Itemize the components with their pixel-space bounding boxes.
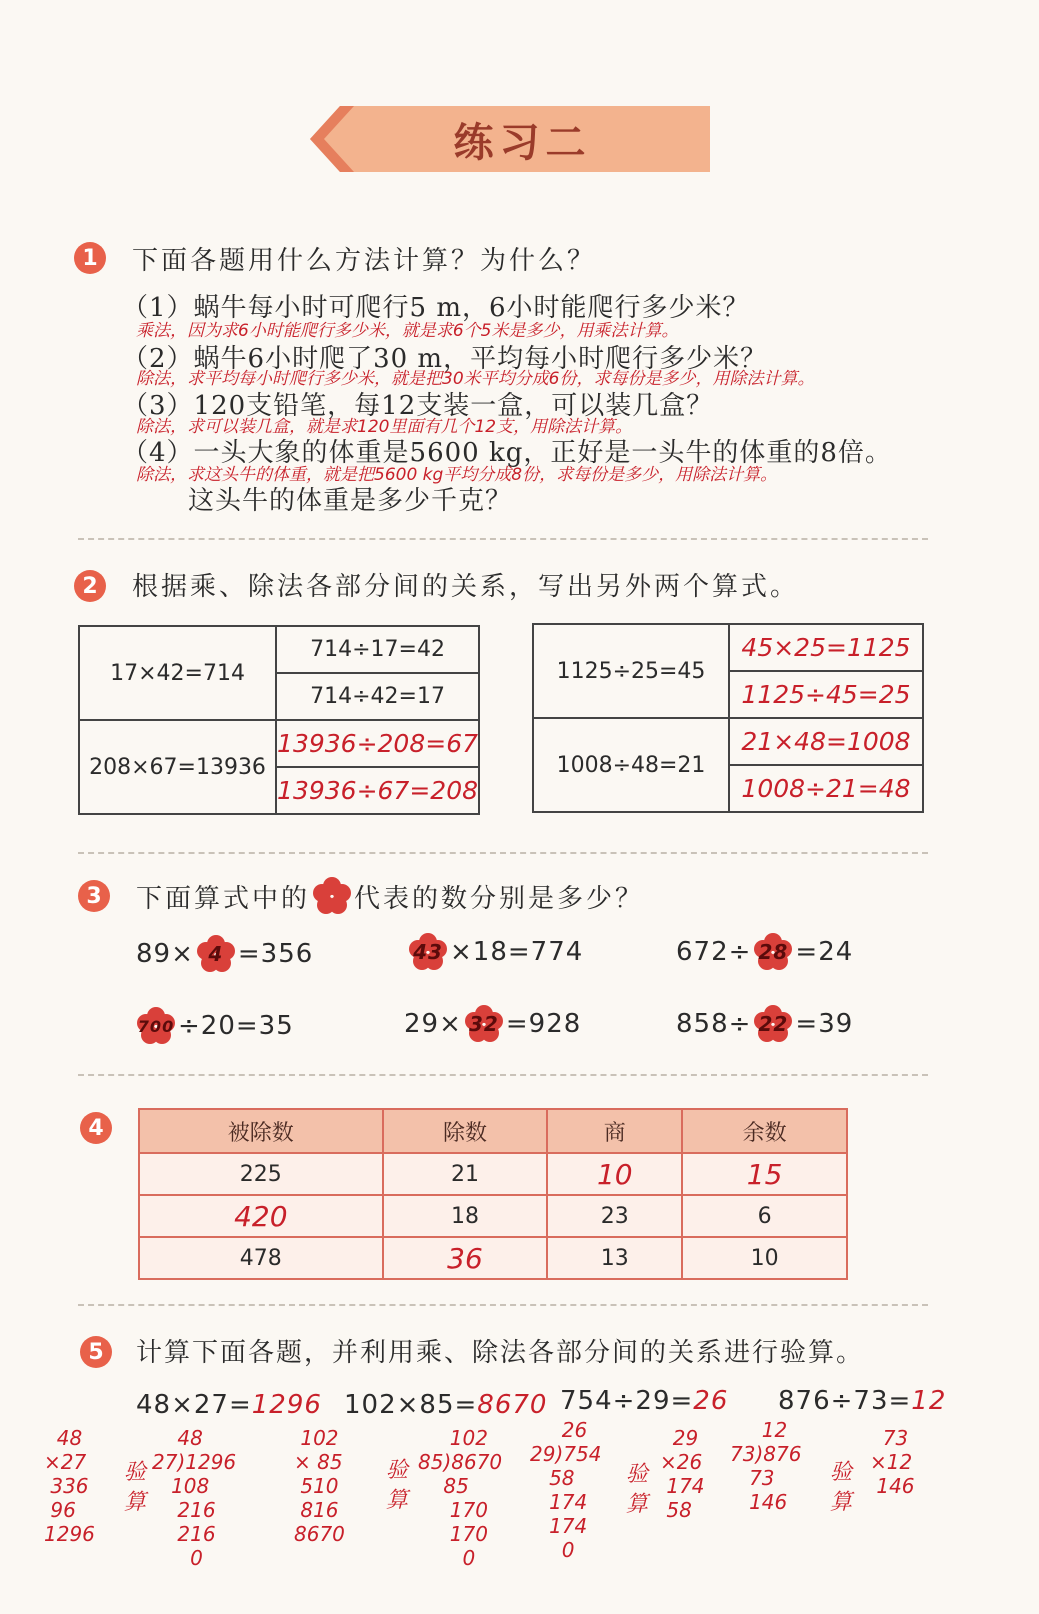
question-number-2: 2: [74, 570, 106, 602]
work-check: 73 ×12 146: [870, 1426, 915, 1498]
q2-answer-field[interactable]: 13936÷208=67: [276, 720, 479, 767]
q5-prompt: 计算下面各题，并利用乘、除法各部分间的关系进行验算。: [136, 1338, 865, 1368]
header-remainder: 余数: [682, 1109, 847, 1153]
q2-given: 17×42=714: [79, 626, 276, 720]
q1-answer-4: 除法，求这头牛的体重，就是把5600 kg平均分成8份，求每份是多少，用除法计算。: [136, 465, 778, 485]
q1-item-4: （4）一头大象的体重是5600 kg，正好是一头牛的体重的8倍。: [122, 438, 892, 468]
q1-item-2: （2）蜗牛6小时爬了30 m，平均每小时爬行多少米？: [122, 344, 768, 374]
table-row: 420 18 23 6: [139, 1195, 847, 1237]
answer-field[interactable]: 420: [139, 1195, 383, 1237]
page-title: 练习二: [453, 118, 592, 166]
divider: [78, 538, 928, 540]
work-vertical: 12 73)876 73 146: [730, 1418, 802, 1514]
eq-part: 29×: [404, 1009, 462, 1039]
answer-field[interactable]: 26: [693, 1386, 729, 1416]
header-quotient: 商: [547, 1109, 682, 1153]
q3-equation: [404, 1004, 581, 1044]
q2-given: 208×67=13936: [79, 720, 276, 814]
eq-part: ×18=774: [450, 937, 584, 967]
eq-part: ÷20=35: [178, 1011, 294, 1041]
check-label: 验算: [386, 1458, 409, 1513]
check-label: 验算: [626, 1462, 649, 1517]
flower-icon: [312, 876, 352, 916]
check-label: 验算: [124, 1460, 147, 1515]
q2-answer-field[interactable]: 1008÷21=48: [729, 765, 923, 812]
q2-answer-field[interactable]: 1125÷45=25: [729, 671, 923, 718]
work-vertical: 102 × 85 510 816 8670: [294, 1426, 345, 1546]
eq-part: =39: [795, 1009, 854, 1039]
q1-item-1: （1）蜗牛每小时可爬行5 m，6小时能爬行多少米？: [122, 293, 750, 323]
q1-item-3: （3）120支铅笔，每12支装一盒，可以装几盒？: [122, 391, 714, 421]
answer-field[interactable]: 15: [682, 1153, 847, 1195]
flower-answer[interactable]: 4: [196, 934, 236, 974]
q4-division-table: [138, 1108, 848, 1280]
q5-problem: 754÷29=26: [560, 1386, 729, 1416]
q1-item-4-tail: 这头牛的体重是多少千克？: [188, 486, 513, 516]
q2-answer-field[interactable]: 45×25=1125: [729, 624, 923, 671]
eq-part: =24: [795, 937, 854, 967]
flower-answer[interactable]: 28: [753, 932, 793, 972]
header-dividend: 被除数: [139, 1109, 383, 1153]
q3-prompt-start: 下面算式中的: [136, 883, 311, 914]
divider: [78, 852, 928, 854]
eq-part: =356: [237, 939, 314, 969]
q1-prompt: 下面各题用什么方法计算？为什么？: [132, 246, 597, 276]
q2-given: 1008÷48=21: [533, 718, 729, 812]
q3-equation: [406, 932, 583, 972]
work-check: 29 ×26 174 58: [660, 1426, 705, 1522]
divider: [78, 1304, 928, 1306]
q3-prompt-end: 代表的数分别是多少？: [354, 883, 645, 914]
q5-problem: 48×27=1296: [136, 1390, 322, 1420]
q2-printed: 714÷17=42: [276, 626, 479, 673]
answer-field[interactable]: 10: [547, 1153, 682, 1195]
divider: [78, 1074, 928, 1076]
flower-answer[interactable]: 700: [136, 1006, 176, 1046]
answer-field[interactable]: 1296: [251, 1390, 322, 1420]
q2-prompt: 根据乘、除法各部分间的关系，写出另外两个算式。: [132, 572, 800, 602]
question-number-3: 3: [78, 880, 110, 912]
table-row: 478 36 13 10: [139, 1237, 847, 1279]
work-check: 48 27)1296 108 216 216 0: [152, 1426, 237, 1570]
eq-part: 672÷: [676, 937, 752, 967]
answer-field[interactable]: 36: [383, 1237, 548, 1279]
flower-answer[interactable]: 43: [408, 932, 448, 972]
question-number-4: 4: [80, 1112, 112, 1144]
q3-prompt: [136, 876, 644, 916]
q5-problem: 876÷73=12: [778, 1386, 947, 1416]
q5-problem: 102×85=8670: [344, 1390, 548, 1420]
q2-printed: 714÷42=17: [276, 673, 479, 720]
q3-equation: [676, 932, 853, 972]
q1-answer-1: 乘法，因为求6小时能爬行多少米，就是求6个5米是多少，用乘法计算。: [136, 321, 679, 341]
header-divisor: 除数: [383, 1109, 548, 1153]
q2-answer-field[interactable]: 13936÷67=208: [276, 767, 479, 814]
eq-part: =928: [505, 1009, 582, 1039]
work-vertical: 26 29)754 58 174 174 0: [530, 1418, 602, 1562]
q2-given: 1125÷25=45: [533, 624, 729, 718]
q3-equation: [676, 1004, 853, 1044]
work-check: 102 85)8670 85 170 170 0: [418, 1426, 503, 1570]
answer-field[interactable]: 12: [911, 1386, 947, 1416]
table-row: 225 21 10 15: [139, 1153, 847, 1195]
q1-answer-2: 除法，求平均每小时爬行多少米，就是把30米平均分成6份，求每份是多少，用除法计算。: [136, 369, 815, 389]
q3-equation: [136, 934, 313, 974]
flower-answer[interactable]: 22: [753, 1004, 793, 1044]
q2-answer-field[interactable]: 21×48=1008: [729, 718, 923, 765]
question-number-1: 1: [74, 242, 106, 274]
eq-part: 858÷: [676, 1009, 752, 1039]
q2-left-table: [78, 625, 480, 815]
q1-answer-3: 除法，求可以装几盒，就是求120里面有几个12支，用除法计算。: [136, 417, 633, 437]
answer-field[interactable]: 8670: [477, 1390, 548, 1420]
title-banner: [310, 102, 715, 176]
q3-equation: [134, 1006, 294, 1046]
flower-answer[interactable]: 32: [464, 1004, 504, 1044]
question-number-5: 5: [80, 1336, 112, 1368]
q2-right-table: [532, 623, 924, 813]
check-label: 验算: [830, 1460, 853, 1515]
eq-part: 89×: [136, 939, 194, 969]
work-vertical: 48 ×27 336 96 1296: [44, 1426, 95, 1546]
